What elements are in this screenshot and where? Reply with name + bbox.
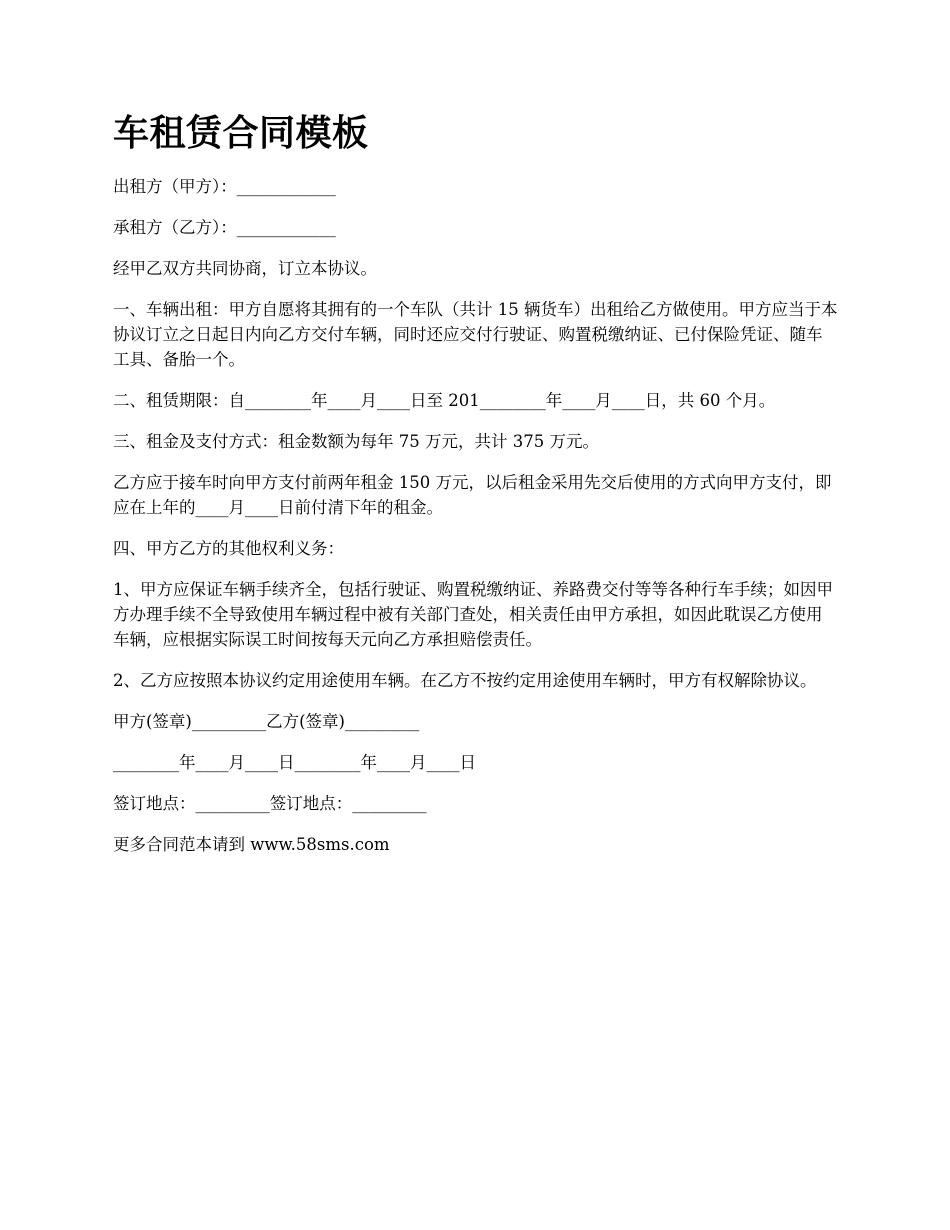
signature-line: 甲方(签章)_________乙方(签章)_________ (113, 712, 420, 731)
clause-vehicle-rental: 一、车辆出租：甲方自愿将其拥有的一个车队（共计 15 辆货车）出租给乙方做使用。甲方应当于本协议订立之日起日内向乙方交付车辆，同时还应交付行驶证、购置税缴纳证、已付保险凭证、随车工具、备胎一个。 (113, 300, 838, 369)
signing-location-line: 签订地点：_________签订地点：_________ (113, 794, 427, 813)
document-body (113, 108, 838, 873)
agreement-intro: 经甲乙双方共同协商，订立本协议。 (113, 259, 377, 278)
party-b-line: 承租方（乙方）：____________ (113, 218, 336, 237)
date-line: ________年____月____日________年____月____日 (113, 753, 476, 772)
clause-rights-obligations-heading: 四、甲方乙方的其他权利义务： (113, 539, 344, 558)
clause-lease-term: 二、租赁期限：自________年____月____日至 201________年____月____日，共 60 个月。 (113, 391, 776, 410)
document-title: 车租赁合同模板 (113, 113, 369, 154)
party-a-line: 出租方（甲方）：____________ (113, 177, 336, 196)
clause-advance-payment: 乙方应于接车时向甲方支付前两年租金 150 万元，以后租金采用先交后使用的方式向甲方支付，即应在上年的____月____日前付清下年的租金。 (113, 473, 832, 517)
footer-website-note: 更多合同范本请到 www.58sms.com (113, 835, 390, 854)
clause-party-b-duties: 2、乙方应按照本协议约定用途使用车辆。在乙方不按约定用途使用车辆时，甲方有权解除协议。 (113, 671, 817, 690)
clause-party-a-duties: 1、甲方应保证车辆手续齐全，包括行驶证、购置税缴纳证、养路费交付等等各种行车手续；如因甲方办理手续不全导致使用车辆过程中被有关部门查处，相关责任由甲方承担，如因此耽误乙方使用车辆，应根据实际误工时间按每天元向乙方承担赔偿责任。 (113, 580, 833, 649)
clause-rent-payment: 三、租金及支付方式：租金数额为每年 75 万元，共计 375 万元。 (113, 432, 599, 451)
